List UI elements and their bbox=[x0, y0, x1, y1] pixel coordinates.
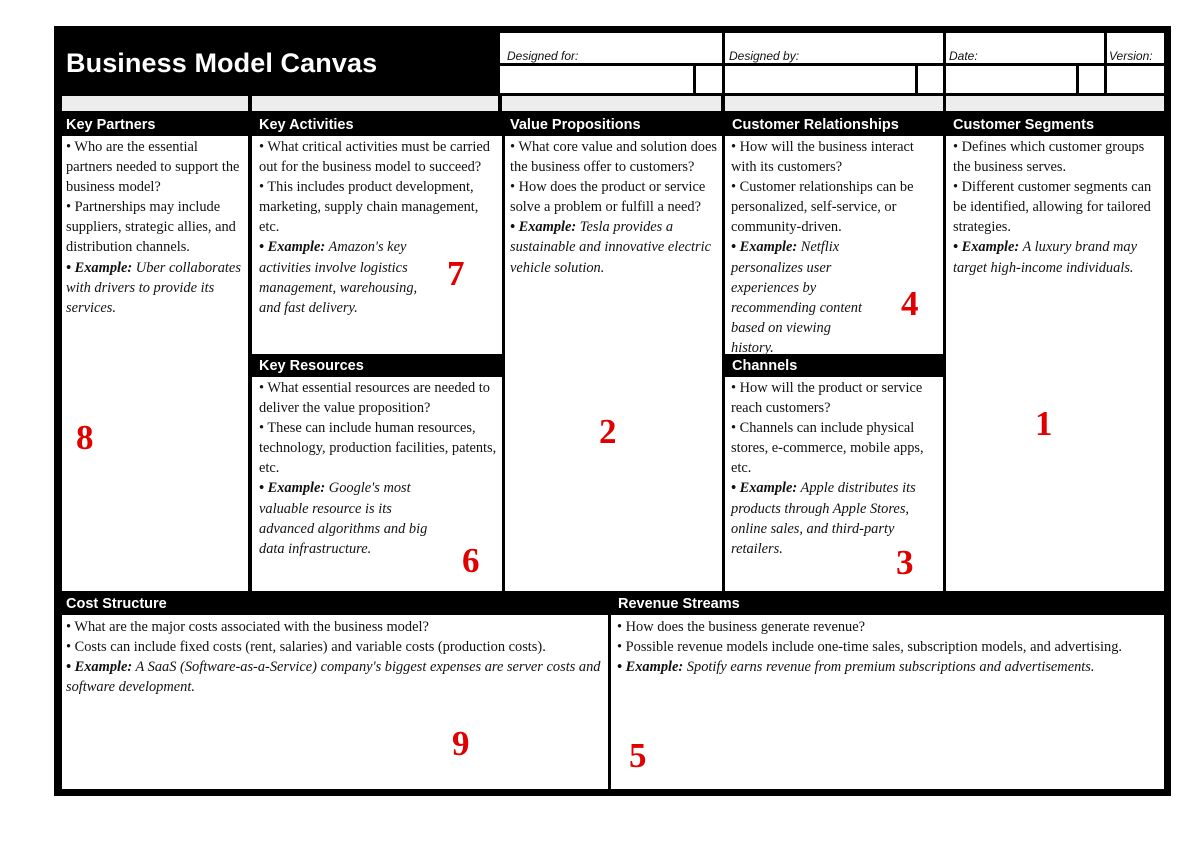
customer-relationships-example bbox=[731, 237, 871, 358]
channels-number: 3 bbox=[896, 543, 914, 582]
date-input[interactable] bbox=[946, 66, 1076, 93]
cost-structure-example-text: A SaaS (Software-as-a-Service) company's biggest expenses are server costs and software development. bbox=[66, 659, 601, 696]
key-activities-example-text: Amazon's key activities involve logistics management, warehousing, and fast delivery. bbox=[259, 239, 418, 316]
version-input[interactable] bbox=[1107, 66, 1164, 93]
customer-segments-example bbox=[953, 237, 1161, 277]
key-resources-example-label: • Example: bbox=[259, 480, 326, 497]
customer-segments-example-text: A luxury brand may target high-income individuals. bbox=[953, 239, 1137, 276]
value-propositions-example-label: • Example: bbox=[510, 219, 577, 236]
key-partners-number: 8 bbox=[76, 418, 94, 457]
value-propositions-q2: • How does the product or service solve a problem or fulfill a need? bbox=[510, 179, 706, 216]
channels-example-label: • Example: bbox=[731, 480, 798, 497]
strip-customer-segments bbox=[946, 96, 1164, 111]
customer-segments-q1: • Defines which customer groups the business serves. bbox=[953, 139, 1145, 176]
value-propositions-number: 2 bbox=[599, 412, 617, 451]
key-partners-content bbox=[66, 137, 246, 318]
value-propositions-q1: • What core value and solution does the business offer to customers? bbox=[510, 139, 717, 176]
revenue-streams-example-text: Spotify earns revenue from premium subscriptions and advertisements. bbox=[683, 659, 1095, 676]
channels-title: Channels bbox=[732, 358, 798, 374]
channels-example-text: Apple distributes its products through Apple Stores, online sales, and third-party retailers. bbox=[731, 480, 916, 557]
value-propositions-example-text: Tesla provides a sustainable and innovative electric vehicle solution. bbox=[510, 219, 712, 276]
customer-relationships-content bbox=[731, 137, 941, 358]
key-activities-example-label: • Example: bbox=[259, 239, 326, 256]
channels-q1: • How will the product or service reach customers? bbox=[731, 380, 923, 417]
key-partners-example-text: Uber collaborates with drivers to provide its services. bbox=[66, 259, 241, 316]
value-propositions-title: Value Propositions bbox=[510, 117, 641, 133]
date-label: Date: bbox=[949, 49, 978, 63]
key-activities-q2: • This includes product development, marketing, supply chain management, etc. bbox=[259, 179, 479, 236]
revenue-streams-number: 5 bbox=[629, 736, 647, 775]
customer-segments-example-label: • Example: bbox=[953, 239, 1020, 256]
revenue-streams-content bbox=[617, 617, 1161, 677]
customer-relationships-q2: • Customer relationships can be personalized, self-service, or community-driven. bbox=[731, 179, 914, 236]
key-resources-number: 6 bbox=[462, 541, 480, 580]
key-partners-example-label: • Example: bbox=[66, 259, 133, 276]
designed-for-label: Designed for: bbox=[507, 49, 579, 63]
designed-for-input[interactable] bbox=[500, 66, 693, 93]
key-activities-q1: • What critical activities must be carried out for the business model to succeed? bbox=[259, 139, 490, 176]
cost-structure-q1: • What are the major costs associated with the business model? bbox=[66, 619, 429, 635]
revenue-streams-q2: • Possible revenue models include one-time sales, subscription models, and advertising. bbox=[617, 639, 1123, 656]
cost-structure-q2: • Costs can include fixed costs (rent, salaries) and variable costs (production costs). bbox=[66, 639, 546, 656]
strip-customer-relationships bbox=[725, 96, 943, 111]
channels-content bbox=[731, 378, 941, 559]
key-partners-example bbox=[66, 258, 246, 318]
customer-relationships-example-text: Netflix personalizes user experiences by recommending content based on viewing history. bbox=[731, 239, 862, 356]
key-partners-q2: • Partnerships may include suppliers, strategic allies, and distribution channels. bbox=[66, 199, 236, 256]
revenue-streams-title: Revenue Streams bbox=[618, 596, 740, 612]
key-resources-title: Key Resources bbox=[259, 358, 364, 374]
customer-segments-content bbox=[953, 137, 1161, 278]
key-activities-number: 7 bbox=[447, 254, 465, 293]
date-extra[interactable] bbox=[1079, 66, 1104, 93]
cost-structure-example-label: • Example: bbox=[66, 659, 133, 676]
key-resources-q1: • What essential resources are needed to deliver the value proposition? bbox=[259, 380, 490, 417]
page-title: Business Model Canvas bbox=[66, 48, 378, 78]
value-propositions-example bbox=[510, 217, 720, 277]
customer-relationships-example-label: • Example: bbox=[731, 239, 798, 256]
cost-structure-content bbox=[66, 617, 604, 697]
cost-structure-title: Cost Structure bbox=[66, 596, 167, 612]
key-activities-example bbox=[259, 237, 429, 317]
designed-by-label: Designed by: bbox=[729, 49, 800, 63]
designed-by-extra[interactable] bbox=[918, 66, 943, 93]
key-resources-content bbox=[259, 378, 497, 559]
revenue-streams-example bbox=[617, 657, 1097, 677]
customer-segments-number: 1 bbox=[1035, 404, 1053, 443]
version-label: Version: bbox=[1109, 49, 1153, 63]
customer-relationships-title: Customer Relationships bbox=[732, 117, 899, 133]
strip-key-partners bbox=[62, 96, 248, 111]
designed-for-extra[interactable] bbox=[696, 66, 722, 93]
cost-structure-example bbox=[66, 657, 604, 697]
key-partners-title: Key Partners bbox=[66, 117, 156, 133]
key-resources-example bbox=[259, 478, 449, 558]
designed-by-input[interactable] bbox=[725, 66, 915, 93]
strip-value-propositions bbox=[502, 96, 721, 111]
strip-key-activities bbox=[252, 96, 498, 111]
customer-segments-title: Customer Segments bbox=[953, 117, 1095, 133]
customer-segments-q2: • Different customer segments can be identified, allowing for tailored strategies. bbox=[953, 179, 1152, 236]
value-propositions-content bbox=[510, 137, 720, 278]
key-resources-q2: • These can include human resources, technology, production facilities, patents, etc. bbox=[259, 420, 497, 477]
key-partners-q1: • Who are the essential partners needed to support the business model? bbox=[66, 139, 240, 196]
customer-relationships-q1: • How will the business interact with its customers? bbox=[731, 139, 914, 176]
cost-structure-number: 9 bbox=[452, 724, 470, 763]
revenue-streams-q1: • How does the business generate revenue? bbox=[617, 619, 865, 635]
channels-q2: • Channels can include physical stores, e-commerce, mobile apps, etc. bbox=[731, 420, 924, 477]
key-resources-example-text: Google's most valuable resource is its advanced algorithms and big data infrastructure. bbox=[259, 480, 428, 557]
customer-relationships-number: 4 bbox=[901, 284, 919, 323]
key-activities-title: Key Activities bbox=[259, 117, 354, 133]
revenue-streams-example-label: • Example: bbox=[617, 659, 684, 676]
